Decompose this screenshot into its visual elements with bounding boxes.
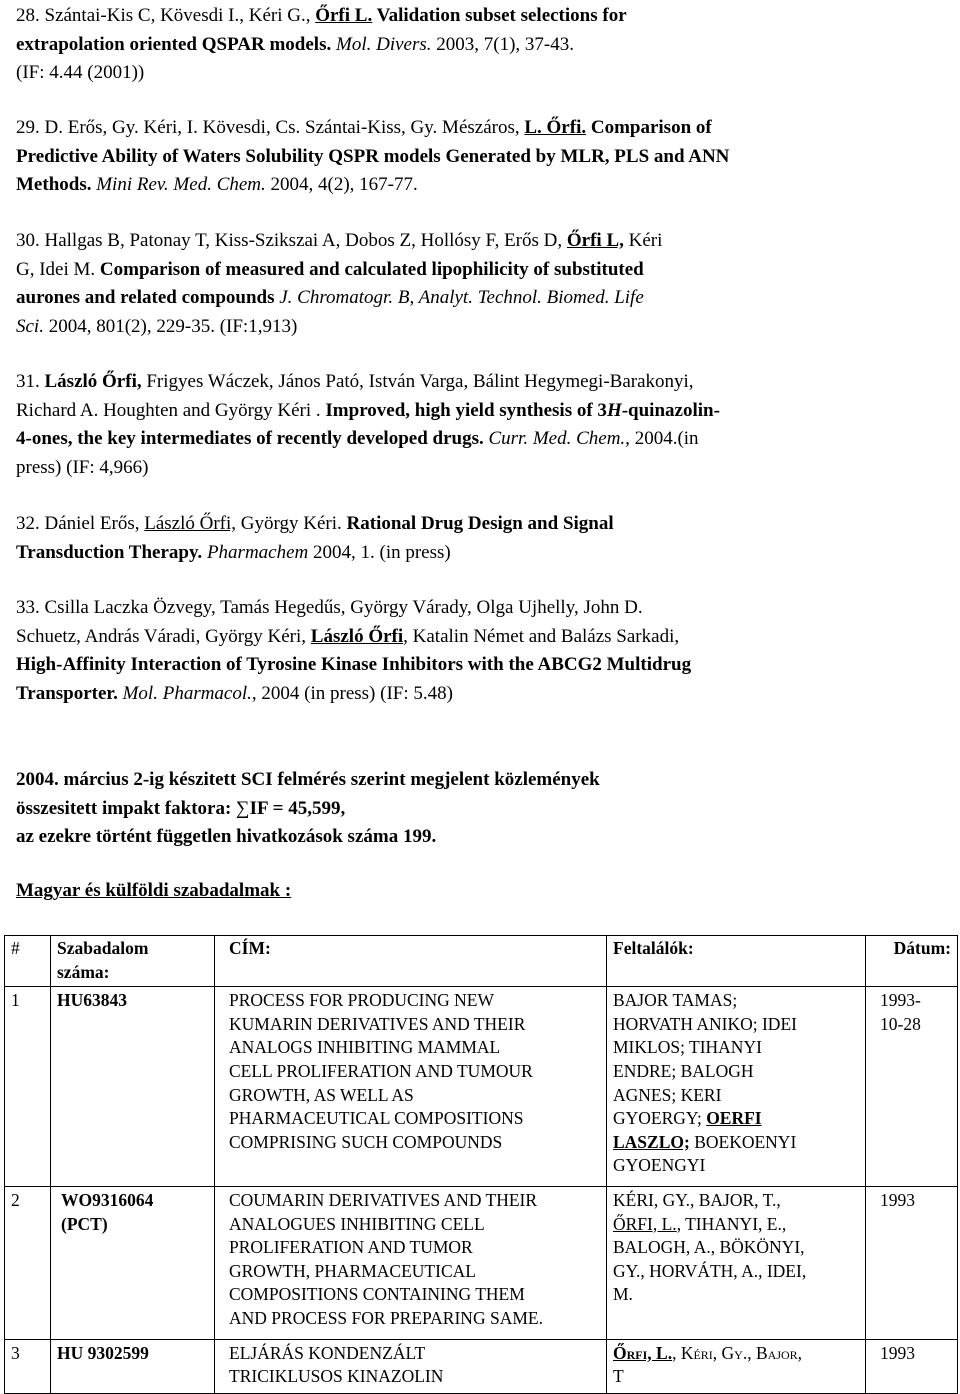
ref30-highlighted-author: Őrfi L, <box>566 230 624 251</box>
sigma-symbol: ∑ <box>236 797 250 819</box>
ref31-highlighted-author: László Őrfi, <box>44 371 142 392</box>
ref30-title-a: Comparison of measured and calculated lipophilicity of substituted <box>99 258 644 280</box>
row1-date-b: 10-28 <box>880 1013 921 1034</box>
ref32-title-a: Rational Drug Design and Signal <box>346 513 614 534</box>
row1-title-line: PHARMACEUTICAL COMPOSITIONS <box>229 1108 524 1129</box>
table-row <box>5 1339 958 1393</box>
ref29-citation: 2004, 4(2), 167-77. <box>265 174 418 196</box>
row2-inventors <box>607 1186 866 1339</box>
ref33-authors-cont: , Katalin Német and Balázs Sarkadi, <box>403 625 680 647</box>
row1-highlighted-inventor: OERFI <box>706 1108 762 1129</box>
patents-table <box>4 935 958 1394</box>
row1-title-line: GROWTH, AS WELL AS <box>229 1084 414 1105</box>
header-title: CÍM: <box>215 936 607 987</box>
row2-title-line: PROLIFERATION AND TUMOR <box>229 1237 473 1258</box>
ref32-journal: Pharmachem <box>202 541 309 563</box>
ref33-title-a: High-Affinity Interaction of Tyrosine Kinase Inhibitors with the ABCG2 Multidrug <box>16 654 692 676</box>
row1-inventor-line: BOEKOENYI <box>689 1131 797 1152</box>
row1-title-line: PROCESS FOR PRODUCING NEW <box>229 990 494 1011</box>
row3-number: 3 <box>5 1339 51 1393</box>
ref33-title-b: Transporter. <box>16 682 118 704</box>
ref33-authors-line2: Schuetz, András Váradi, György Kéri, <box>16 625 311 647</box>
ref28-authors: 28. Szántai-Kis C, Kövesdi I., Kéri G., <box>16 5 316 26</box>
row3-title <box>215 1339 607 1393</box>
ref31-title-c: 4-ones, the key intermediates of recently developed drugs. <box>16 428 484 450</box>
ref33-journal: Mol. Pharmacol. <box>117 682 252 704</box>
ref29-title-b: Predictive Ability of Waters Solubility QSPR models Generated by MLR, PLS and ANN <box>16 145 730 167</box>
row2-date: 1993 <box>866 1186 958 1339</box>
row1-inventors <box>607 987 866 1187</box>
ref33-citation: , 2004 (in press) (IF: 5.48) <box>251 682 453 704</box>
header-patent-a: Szabadalom <box>57 938 149 958</box>
ref28-citation: 2003, 7(1), 37-43. <box>431 33 574 55</box>
row2-title-line: AND PROCESS FOR PREPARING SAME. <box>229 1307 543 1328</box>
row2-highlighted-inventor: ŐRFI, L. <box>613 1213 677 1234</box>
ref30-authors: 30. Hallgas B, Patonay T, Kiss-Szikszai A, Dobos Z, Hollósy F, Erős D, <box>16 230 567 251</box>
row3-highlighted-inventor: Őrfi, L. <box>613 1342 673 1363</box>
row2-number: 2 <box>5 1186 51 1339</box>
row3-title-line: TRICIKLUSOS KINAZOLIN <box>229 1366 444 1387</box>
table-row <box>5 987 958 1187</box>
ref29-title-c: Methods. <box>16 174 92 196</box>
ref28-highlighted-author: Őrfi L. <box>315 5 373 26</box>
ref29-journal: Mini Rev. Med. Chem. <box>91 174 266 196</box>
header-number: # <box>5 936 51 987</box>
row1-title-line: ANALOGS INHIBITING MAMMAL <box>229 1037 501 1058</box>
row1-inventor-line: GYOERGY; <box>613 1108 707 1129</box>
row1-date <box>866 987 958 1187</box>
ref29-title-a: Comparison of <box>586 117 712 138</box>
row2-patent <box>51 1186 215 1339</box>
summary-line-2b: IF = 45,599, <box>249 797 346 819</box>
ref31-number: 31. <box>16 371 45 392</box>
ref31-title-b: -quinazolin- <box>621 399 720 421</box>
impact-summary <box>16 766 600 852</box>
row3-date: 1993 <box>866 1339 958 1393</box>
ref30-journal-a: J. Chromatogr. B, Analyt. Technol. Biomed. Life <box>274 287 644 309</box>
row2-title-line: COUMARIN DERIVATIVES AND THEIR <box>229 1189 538 1210</box>
row3-inventors <box>607 1339 866 1393</box>
row1-patent: HU63843 <box>51 987 215 1187</box>
row2-inventor-line: KÉRI, GY., BAJOR, T., <box>613 1189 781 1210</box>
row1-title-line: CELL PROLIFERATION AND TUMOUR <box>229 1060 533 1081</box>
reference-32 <box>16 510 946 567</box>
ref28-title-a: Validation subset selections for <box>372 5 627 26</box>
row1-number: 1 <box>5 987 51 1187</box>
reference-31 <box>16 368 946 482</box>
ref31-status: press) (IF: 4,966) <box>16 456 149 478</box>
row2-inventor-line: GY., HORVÁTH, A., IDEI, <box>613 1260 807 1281</box>
row2-patent-a: WO9316064 <box>61 1189 154 1210</box>
header-inventors: Feltalálók: <box>607 936 866 987</box>
row2-title <box>215 1186 607 1339</box>
ref30-authors-line2: G, Idei M. <box>16 258 100 280</box>
ref32-authors-cont: György Kéri. <box>236 513 347 534</box>
ref31-title-h: H <box>606 399 622 421</box>
ref31-title-a: Improved, high yield synthesis of 3 <box>325 399 607 421</box>
ref33-authors-line1: 33. Csilla Laczka Özvegy, Tamás Hegedűs, György Várady, Olga Ujhelly, John D. <box>16 597 643 618</box>
row1-highlighted-inventor: LASZLO; <box>613 1131 690 1152</box>
row1-inventor-line: BAJOR TAMAS; <box>613 990 738 1011</box>
row3-title-line: ELJÁRÁS KONDENZÁLT <box>229 1342 426 1363</box>
row1-title-line: COMPRISING SUCH COMPOUNDS <box>229 1131 503 1152</box>
ref29-authors: 29. D. Erős, Gy. Kéri, I. Kövesdi, Cs. Szántai-Kiss, Gy. Mészáros, <box>16 117 525 138</box>
row1-inventor-line: AGNES; KERI <box>613 1084 722 1105</box>
row1-inventor-line: MIKLOS; TIHANYI <box>613 1037 762 1058</box>
ref28-title-b: extrapolation oriented QSPAR models. <box>16 33 332 55</box>
summary-line-1: 2004. március 2-ig készitett SCI felmérés szerint megjelent közlemények <box>16 769 600 790</box>
ref32-authors: 32. Dániel Erős, <box>16 513 145 534</box>
table-row <box>5 1186 958 1339</box>
ref31-journal: Curr. Med. Chem., <box>483 428 630 450</box>
row1-inventor-line: HORVATH ANIKO; IDEI <box>613 1013 797 1034</box>
ref28-impact-factor: (IF: 4.44 (2001)) <box>16 62 145 84</box>
ref30-authors-cont: Kéri <box>623 230 663 251</box>
row2-inventor-line: M. <box>613 1284 633 1305</box>
ref33-highlighted-author: László Őrfi <box>310 625 404 647</box>
reference-33 <box>16 594 946 708</box>
row3-inventor-line: , Kéri, Gy., Bajor, <box>672 1342 803 1363</box>
summary-line-2a: összesitett impakt faktora: <box>16 797 237 819</box>
reference-28 <box>16 2 946 88</box>
row2-title-line: COMPOSITIONS CONTAINING THEM <box>229 1284 525 1305</box>
row3-inventor-line: T <box>613 1366 624 1387</box>
ref32-highlighted-author: László Őrfi, <box>144 513 237 534</box>
row2-patent-b: (PCT) <box>61 1213 108 1234</box>
row1-title <box>215 987 607 1187</box>
row2-inventor-line: , TIHANYI, E., <box>676 1213 787 1234</box>
row2-inventor-line: BALOGH, A., BÖKÖNYI, <box>613 1237 805 1258</box>
summary-line-3: az ezekre történt független hivatkozások száma 199. <box>16 826 437 848</box>
patents-heading: Magyar és külföldi szabadalmak : <box>16 880 292 901</box>
ref28-journal: Mol. Divers. <box>331 33 432 55</box>
ref30-journal-b: Sci. <box>16 315 44 337</box>
row3-patent: HU 9302599 <box>51 1339 215 1393</box>
ref31-authors: Frigyes Wáczek, János Pató, István Varga, Bálint Hegymegi-Barakonyi, <box>141 371 694 392</box>
ref32-title-b: Transduction Therapy. <box>16 541 203 563</box>
ref31-citation: 2004.(in <box>629 428 699 450</box>
header-date: Dátum: <box>866 936 958 987</box>
row2-title-line: GROWTH, PHARMACEUTICAL <box>229 1260 476 1281</box>
table-header-row <box>5 936 958 987</box>
header-patent-number <box>51 936 215 987</box>
row2-title-line: ANALOGUES INHIBITING CELL <box>229 1213 485 1234</box>
row1-title-line: KUMARIN DERIVATIVES AND THEIR <box>229 1013 526 1034</box>
ref29-highlighted-author: L. Őrfi. <box>524 117 587 138</box>
ref32-citation: 2004, 1. (in press) <box>308 541 451 563</box>
reference-29 <box>16 114 946 200</box>
ref30-citation: 2004, 801(2), 229-35. (IF:1,913) <box>43 315 298 337</box>
row1-inventor-line: GYOENGYI <box>613 1155 706 1176</box>
ref30-title-b: aurones and related compounds <box>16 287 275 309</box>
row1-inventor-line: ENDRE; BALOGH <box>613 1060 754 1081</box>
reference-30 <box>16 227 946 341</box>
row1-date-a: 1993- <box>880 990 921 1011</box>
ref31-authors-line2: Richard A. Houghten and György Kéri . <box>16 399 326 421</box>
header-patent-b: száma: <box>57 961 110 982</box>
